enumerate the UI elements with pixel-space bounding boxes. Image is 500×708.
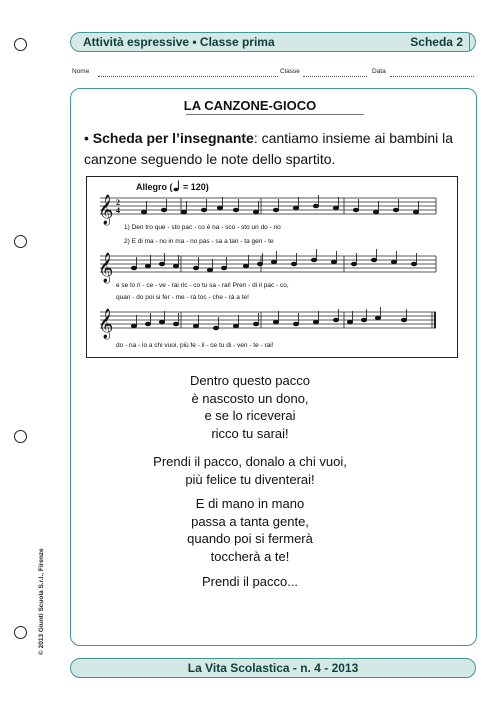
note-head: [413, 210, 418, 214]
svg-text:4: 4: [116, 206, 120, 215]
title-underline: [186, 114, 364, 115]
note-head: [213, 326, 218, 330]
svg-text:𝄞: 𝄞: [98, 309, 114, 339]
lyric-line: do - na - lo a chi vuoi, più fe - li - ce tu di - ven - te - rai!: [116, 342, 274, 349]
note-head: [333, 206, 338, 210]
music-staves: [86, 176, 458, 358]
svg-text:𝄞: 𝄞: [98, 253, 114, 283]
tempo-marking: Allegro ( = 120): [136, 182, 209, 192]
note-head: [173, 322, 178, 326]
note-head: [411, 262, 416, 266]
note-head: [331, 260, 336, 264]
note-head: [161, 208, 166, 212]
staff-1: [100, 198, 436, 214]
note-head: [351, 262, 356, 266]
note-head: [273, 320, 278, 324]
page-title: LA CANZONE-GIOCO: [183, 98, 317, 113]
header-divider: [469, 33, 470, 51]
notes: [131, 195, 418, 330]
date-label: Data: [372, 68, 386, 75]
note-head: [291, 262, 296, 266]
note-head: [375, 316, 380, 320]
lyric-line: e se lo ri - ce - ve - rai ric - co tu sa - rai! Pren - di il pac - co,: [116, 282, 289, 289]
student-fields: [72, 68, 474, 80]
time-signature: [116, 198, 120, 215]
note-head: [273, 208, 278, 212]
note-head: [131, 324, 136, 328]
date-field[interactable]: [390, 76, 474, 77]
note-head: [311, 258, 316, 262]
sheet-number: Scheda 2: [410, 35, 463, 49]
poem-stanza: Dentro questo pacco è nascosto un dono, e se lo riceverai ricco tu sarai!: [190, 373, 310, 441]
note-head: [401, 318, 406, 322]
note-head: [217, 206, 222, 210]
note-head: [361, 318, 366, 322]
instructions-heading: Scheda per l’insegnante: [92, 130, 254, 146]
note-head: [353, 208, 358, 212]
note-head: [333, 318, 338, 322]
note-head: [145, 264, 150, 268]
note-head: [145, 322, 150, 326]
note-head: [373, 210, 378, 214]
class-field[interactable]: [303, 76, 367, 77]
note-head: [173, 264, 178, 268]
binder-hole: [14, 235, 27, 248]
teacher-instructions: • Scheda per l’insegnante: cantiamo insieme ai bambini la canzone seguendo le note dello spartito.: [84, 130, 454, 167]
note-head: [193, 324, 198, 328]
note-head: [131, 266, 136, 270]
note-head: [201, 208, 206, 212]
note-head: [271, 260, 276, 264]
binder-hole: [14, 626, 27, 639]
note-head: [313, 204, 318, 208]
note-head: [293, 322, 298, 326]
footer-bar: La Vita Scolastica - n. 4 - 2013: [70, 658, 476, 678]
note-head: [393, 208, 398, 212]
class-label: Classe: [280, 68, 300, 75]
note-head: [141, 210, 146, 214]
treble-clef-icon: [98, 194, 113, 340]
svg-text:2: 2: [116, 198, 120, 207]
note-head: [233, 324, 238, 328]
lyric-line: 1) Den tro que - sto pac - co è na - sco - sto un do - no: [124, 224, 281, 231]
barlines: [181, 198, 436, 328]
note-head: [159, 320, 164, 324]
note-head: [371, 258, 376, 262]
note-head: [253, 322, 258, 326]
lyric-line: quan - do poi si fer - me - rà toc - che - rà a te!: [116, 294, 249, 301]
header-title: Attività espressive • Classe prima: [83, 35, 275, 49]
note-head: [253, 210, 258, 214]
binder-hole: [14, 38, 27, 51]
note-head: [181, 210, 186, 214]
poem-stanza: Prendi il pacco...: [201, 574, 299, 589]
lyric-line: 2) E di ma - no in ma - no pas - sa a tan - ta gen - te: [124, 238, 274, 245]
note-head: [221, 266, 226, 270]
note-head: [257, 262, 262, 266]
note-head: [193, 266, 198, 270]
note-head: [233, 208, 238, 212]
note-head: [159, 262, 164, 266]
note-head: [347, 320, 352, 324]
poem-stanza: Prendi il pacco, donalo a chi vuoi, più felice tu diventerai!: [153, 454, 347, 487]
note-head: [391, 260, 396, 264]
name-field[interactable]: [98, 76, 278, 77]
note-head: [313, 320, 318, 324]
note-head: [207, 268, 212, 272]
poem-stanza: E di mano in mano passa a tanta gente, quando poi si fermerà toccherà a te!: [187, 496, 313, 564]
name-label: Nome: [72, 68, 90, 75]
note-head: [293, 206, 298, 210]
instructions-text: : cantiamo insieme ai bambini la canzone seguendo le note dello spartito.: [84, 130, 454, 167]
note-head: [243, 264, 248, 268]
svg-text:𝄞: 𝄞: [98, 195, 114, 225]
header-bar: [70, 32, 476, 52]
